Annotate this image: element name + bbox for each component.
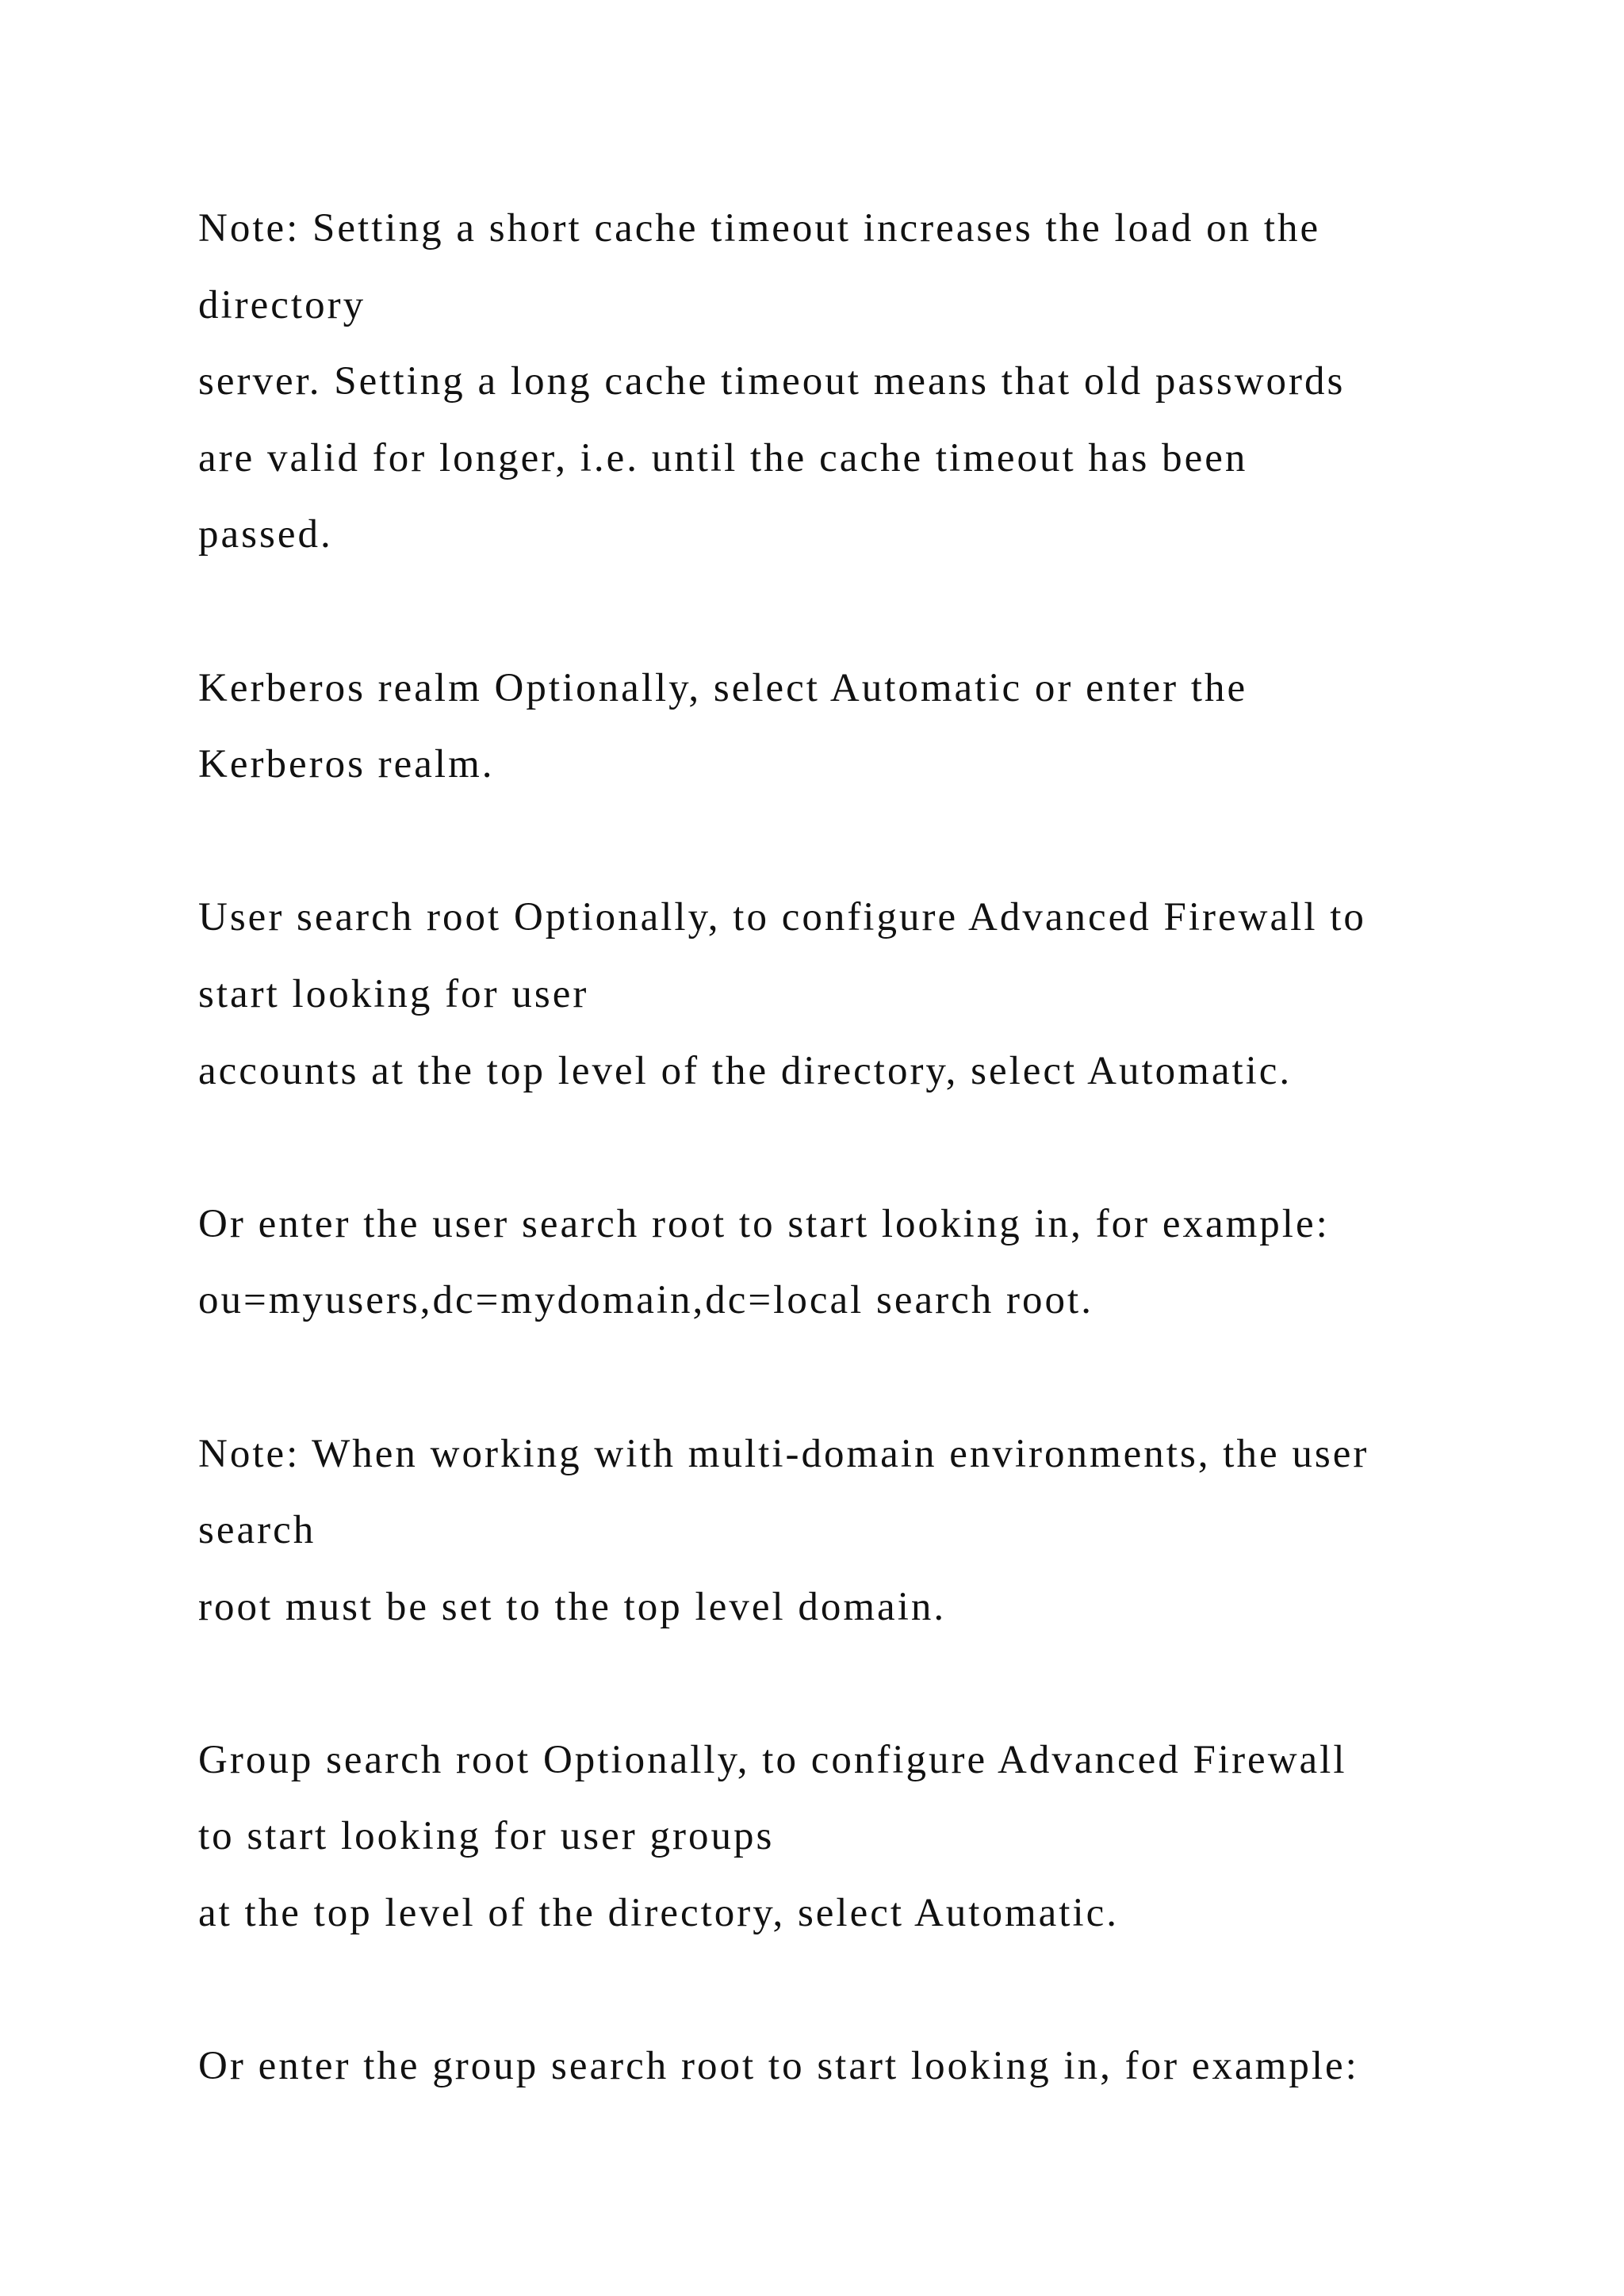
text-line: directory bbox=[198, 282, 366, 327]
blank-line bbox=[198, 803, 1546, 880]
text-line: server. Setting a long cache timeout means that old passwords bbox=[198, 359, 1346, 404]
text-line: at the top level of the directory, select Automatic. bbox=[198, 1891, 1120, 1936]
text-line: Or enter the group search root to start looking in, for example: bbox=[198, 2044, 1359, 2089]
text-line: Kerberos realm. bbox=[198, 742, 495, 787]
blank-line bbox=[198, 1109, 1546, 1186]
text-line: ou=myusers,dc=mydomain,dc=local search root. bbox=[198, 1278, 1094, 1323]
blank-line bbox=[198, 1645, 1546, 1722]
blank-line bbox=[198, 573, 1546, 650]
text-line: passed. bbox=[198, 512, 333, 557]
text-line: to start looking for user groups bbox=[198, 1814, 775, 1859]
blank-line bbox=[198, 1339, 1546, 1416]
text-line: search bbox=[198, 1508, 316, 1553]
text-line: Group search root Optionally, to configure Advanced Firewall bbox=[198, 1737, 1347, 1782]
text-line: Or enter the user search root to start looking in, for example: bbox=[198, 1201, 1330, 1246]
text-line: root must be set to the top level domain. bbox=[198, 1584, 947, 1629]
text-line: Kerberos realm Optionally, select Automatic or enter the bbox=[198, 665, 1248, 710]
document-body bbox=[198, 190, 1546, 2105]
blank-line bbox=[198, 1952, 1546, 2029]
text-line: Note: Setting a short cache timeout increases the load on the bbox=[198, 206, 1321, 251]
text-line: accounts at the top level of the directory, select Automatic. bbox=[198, 1048, 1293, 1093]
text-line: start looking for user bbox=[198, 971, 589, 1016]
text-line: User search root Optionally, to configure Advanced Firewall to bbox=[198, 895, 1366, 940]
text-line: Note: When working with multi-domain environments, the user bbox=[198, 1431, 1369, 1476]
text-line: are valid for longer, i.e. until the cache timeout has been bbox=[198, 435, 1248, 480]
